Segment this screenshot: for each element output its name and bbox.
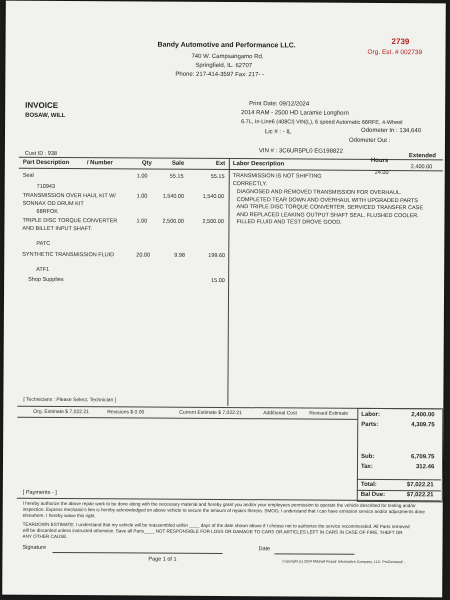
part-sale: 1,540.00 <box>162 193 185 200</box>
technicians[interactable]: [ Technicians : Please Select, Technician ] <box>23 396 117 404</box>
invoice-page <box>2 1 446 598</box>
shop-address: 740 W. Campsangamo Rd. <box>191 53 264 61</box>
teardown-estimate-text: TEARDOWN ESTIMATE: I understand that my vehicle will be reassembled within ____ days of the date shown above if I choose not to authorize the service recommended. All Parts removed will be discarded unless instructed otherwise. Save all Parts____ NOT RESPONSIBLE FOR LOSS OR DAMAGE TO CARS OR ARTICLES LEFT IN CARS IN CASE OF FIRE, THEFT OR ANY OTHER CAUSE. <box>22 521 410 540</box>
vehicle-model: 2014 RAM - 2500 HD Laramie Longhorn <box>241 110 349 117</box>
qty-header: Qty <box>141 160 152 167</box>
part-desc: TRIPLE DISC TORQUE CONVERTER AND BILLET INPUT SHAFT. <box>22 217 118 232</box>
payments: [ Payments - ] <box>22 489 57 496</box>
additional-cost: Additional Cost <box>263 410 297 417</box>
part-ext: 1,540.00 <box>202 193 225 200</box>
date-label: Date <box>258 546 271 553</box>
date-line[interactable] <box>274 553 354 554</box>
part-number-header: / Number <box>86 160 113 167</box>
authorization-text: I hereby authorize the above repair work to be done along with the necessary material and hereby grant you and/or your employees permission to operate the vehicle described for testing and/or inspection. Express mechanic's lien is hereby acknowledged on above vehicle to secure the amount of repairs thereto. SMOG: I understand that I can have emission service and/or adjustments done elsewhere. I hereby waive this right. <box>22 500 426 519</box>
shop-supplies-amount: 15.00 <box>211 277 225 285</box>
part-ext: 2,500.00 <box>202 218 224 225</box>
tax-value: 312.46 <box>415 464 435 471</box>
total-value: $7,022.21 <box>406 482 434 489</box>
signature-label: Signature <box>22 544 47 551</box>
part-qty: 20.00 <box>136 252 151 259</box>
labor-total-label: Labor: <box>361 411 380 418</box>
part-desc: TRANSMISSION OVER HAUL KIT W/ SONNAX OD DRUM KIT <box>22 192 116 207</box>
part-number: 68RFOK <box>36 208 58 215</box>
part-sale: 55.15 <box>169 173 184 180</box>
print-date: Print Date: 09/12/2024 <box>249 101 310 108</box>
extended-header: Extended <box>408 153 436 160</box>
ro-number: 2739 <box>391 37 410 47</box>
part-qty: 1.00 <box>136 193 148 200</box>
copyright: Copyright (c) 2024 Mitchell Repair Information Company, LLC. ProDemand/... <box>282 559 406 565</box>
hours-header: Hours <box>370 157 389 165</box>
part-sale: 2,500.00 <box>162 218 184 225</box>
part-qty: 1.00 <box>136 218 148 225</box>
subtotal-label: Sub: <box>361 453 375 460</box>
shop-phone: Phone: 217-414-3597 Fax: 217- - <box>175 71 265 79</box>
balance-due-value: $7,022.21 <box>406 492 434 499</box>
customer-name: BOSAW, WILL <box>25 112 66 120</box>
vin: VIN # : 3C6UR5PL0 EG198822 <box>258 148 343 155</box>
sale-header: Sale <box>171 160 185 167</box>
ext-header: Ext <box>215 160 226 168</box>
labor-hours: 24.00 <box>374 169 389 177</box>
part-number: PATC <box>36 240 51 247</box>
part-sale: 9.98 <box>174 252 186 259</box>
labor-extended: 2,400.00 <box>410 164 433 171</box>
license-plate: Lic # : - IL <box>265 129 292 136</box>
parts-total-label: Parts: <box>361 421 379 428</box>
part-ext: 199.60 <box>208 252 226 260</box>
part-qty: 1.00 <box>136 173 148 180</box>
parts-labor-divider <box>227 158 230 406</box>
balance-due-label: Bal Due: <box>360 491 386 498</box>
parts-total-value: 4,309.75 <box>411 422 435 429</box>
part-ext: 55.15 <box>210 173 225 181</box>
revised-estimate: Revised Estimate <box>309 410 349 417</box>
tax-label: Tax: <box>360 463 373 470</box>
estimate-bottom-rule <box>17 417 357 420</box>
vehicle-engine: 6.7L, In-Line6 (408CI) VIN(L), 6 speed Automatic 66RFE, 4-Wheel <box>241 119 403 127</box>
part-description-header: Part Description <box>22 159 70 167</box>
org-estimate-number: Org. Est. # 002739 <box>367 48 423 57</box>
labor-complaint: TRANSMISSION IS NOT SHIFTING CORRECTLY. <box>232 173 322 187</box>
labor-description-header: Labor Description <box>232 161 285 168</box>
labor-total-value: 2,400.00 <box>411 412 435 419</box>
current-estimate: Current Estimate $ 7,022.21 <box>179 409 242 417</box>
subtotal-value: 6,709.75 <box>411 454 435 461</box>
page-number: Page 1 of 1 <box>148 556 177 563</box>
invoice-title: INVOICE <box>25 100 59 110</box>
revisions: Revisions $ 0.00 <box>107 409 145 416</box>
shop-city: Springfield, IL. 62707 <box>195 62 253 70</box>
part-number: ATF1 <box>36 266 50 273</box>
odometer-out: Odometer Out : <box>348 137 391 145</box>
odometer-in: Odometer In : 134,640 <box>361 127 422 135</box>
shop-name: Bandy Automotive and Performance LLC. <box>157 41 296 50</box>
customer-id: Cust ID : 938 <box>24 150 58 157</box>
original-estimate: Org. Estimate $ 7,022.21 <box>33 408 89 416</box>
part-desc: SYNTHETIC TRANSMISSION FLUID <box>22 251 115 259</box>
part-desc: Seal <box>22 172 34 179</box>
part-number: 710943 <box>36 183 56 190</box>
total-label: Total: <box>360 481 377 488</box>
shop-supplies-label: Shop Supplies <box>28 276 64 284</box>
signature-line[interactable] <box>52 552 222 554</box>
labor-detail: DIAGNOSED AND REMOVED TRANSMISSION FOR OVERHAUL. COMPLETED TEAR DOWN AND OVERHAUL WITH UPGRADED PARTS AND TRIPLE DISC TORQUE CONVERTER. SERVICED TRANSFER CASE AND REPLACED LEAKING OUTPUT SHAFT SEAL. FLUSHED COOLER. FILLED FLUID AND TEST DROVE GOOD. <box>236 189 424 227</box>
